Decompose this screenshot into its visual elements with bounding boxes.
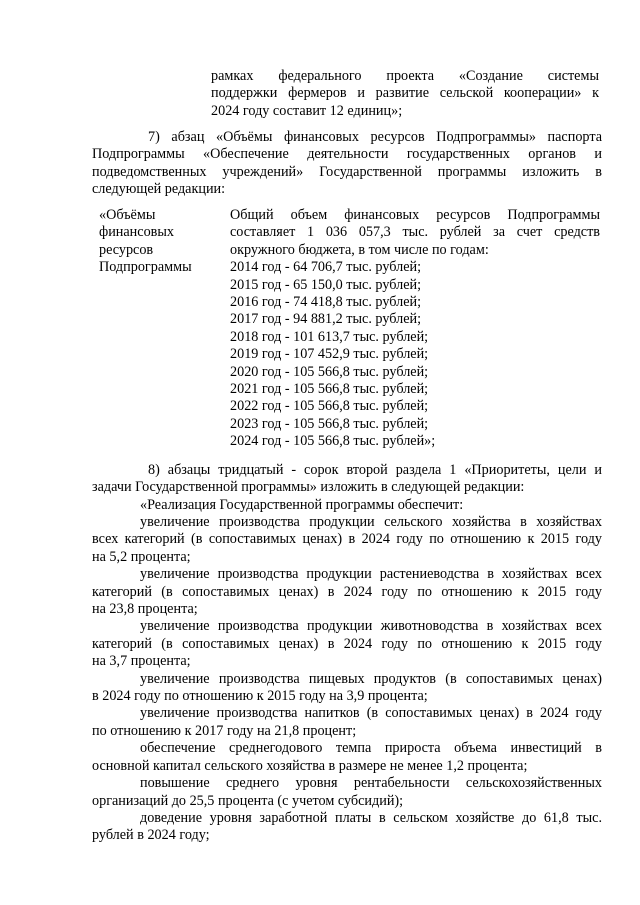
list-item (92, 810, 602, 845)
text-line: на 3,7 процента; (92, 653, 191, 670)
year-line: 2021 год - 105 566,8 тыс. рублей; (230, 381, 429, 398)
text-line: всех категорий (в сопоставимых ценах) в 2024 году по отношению к 2015 году (92, 531, 602, 548)
year-line: 2016 год - 74 418,8 тыс. рублей; (230, 294, 422, 311)
list-item (92, 775, 602, 810)
year-line: 2015 год - 65 150,0 тыс. рублей; (230, 276, 422, 293)
year-line: 2022 год - 105 566,8 тыс. рублей; (230, 398, 429, 415)
text-line: доведение уровня заработной платы в сельском хозяйстве до 61,8 тыс. (140, 809, 602, 826)
list-item (92, 514, 602, 566)
text-line: категорий (в сопоставимых ценах) в 2024 году по отношению к 2015 году (92, 583, 602, 600)
table-label-line: ресурсов (99, 241, 154, 258)
goals-list (92, 514, 602, 845)
text-line: задачи Государственной программы» изложить в следующей редакции: (92, 479, 525, 496)
item-8-paragraph (92, 462, 602, 514)
text-line: рублей в 2024 году; (92, 827, 210, 844)
text-line: Подпрограммы «Обеспечение деятельности государственных органов и (92, 146, 602, 163)
table-intro-line: окружного бюджета, в том числе по годам: (230, 241, 489, 258)
top-fragment (211, 68, 599, 120)
text-line: повышение среднего уровня рентабельности сельскохозяйственных (140, 775, 602, 792)
text-line: увеличение производства пищевых продуктов (в сопоставимых ценах) (140, 670, 602, 687)
text-line: 8) абзацы тридцатый - сорок второй раздела 1 «Приоритеты, цели и (148, 462, 602, 478)
year-line: 2023 год - 105 566,8 тыс. рублей; (230, 415, 429, 432)
table-label-line: «Объёмы (99, 207, 156, 223)
text-line: в 2024 году по отношению к 2015 году на 3,9 процента; (92, 688, 428, 705)
list-item (92, 705, 602, 740)
text-line: следующей редакции: (92, 181, 226, 198)
text-line: на 5,2 процента; (92, 548, 191, 565)
text-line: обеспечение среднегодового темпа прироста объема инвестиций в (140, 740, 602, 757)
list-item (92, 740, 602, 775)
table-intro-line: Общий объем финансовых ресурсов Подпрограммы (230, 207, 600, 223)
text-line: поддержки фермеров и развитие сельской кооперации» к (211, 85, 599, 102)
text-line: 7) абзац «Объёмы финансовых ресурсов Подпрограммы» паспорта (148, 129, 602, 145)
year-line: 2020 год - 105 566,8 тыс. рублей; (230, 363, 429, 380)
table-label-line: Подпрограммы (99, 259, 192, 276)
list-item (92, 671, 602, 706)
text-line: увеличение производства продукции сельского хозяйства в хозяйствах (140, 514, 602, 530)
list-item (92, 618, 602, 670)
text-line: организаций до 25,5 процента (с учетом субсидий); (92, 792, 404, 809)
text-line: на 23,8 процента; (92, 601, 198, 618)
year-line: 2014 год - 64 706,7 тыс. рублей; (230, 259, 422, 276)
text-line: категорий (в сопоставимых ценах) в 2024 году по отношению к 2015 году (92, 635, 602, 652)
item-7-paragraph (92, 129, 602, 199)
table-label-line: финансовых (99, 224, 174, 241)
table-intro-line: составляет 1 036 057,3 тыс. рублей за счет средств (230, 224, 600, 241)
year-line: 2024 год - 105 566,8 тыс. рублей»; (230, 433, 436, 450)
quote-intro: «Реализация Государственной программы обеспечит: (140, 496, 464, 513)
list-item (92, 566, 602, 618)
year-line: 2018 год - 101 613,7 тыс. рублей; (230, 328, 429, 345)
year-line: 2019 год - 107 452,9 тыс. рублей; (230, 346, 429, 363)
year-line: 2017 год - 94 881,2 тыс. рублей; (230, 311, 422, 328)
text-line: увеличение производства продукции животноводства в хозяйствах всех (140, 618, 602, 635)
table-right-column (230, 207, 600, 451)
text-line: по отношению к 2017 году на 21,8 процент; (92, 722, 357, 739)
text-line: увеличение производства продукции растениеводства в хозяйствах всех (140, 566, 602, 583)
text-line: увеличение производства напитков (в сопоставимых ценах) в 2024 году (140, 705, 602, 722)
text-line: рамках федерального проекта «Создание системы (211, 68, 599, 84)
text-line: основной капитал сельского хозяйства в размере не менее 1,2 процента; (92, 757, 528, 774)
text-line: 2024 году составит 12 единиц»; (211, 102, 403, 119)
table-left-column (99, 207, 209, 277)
text-line: подведомственных учреждений» Государственной программы изложить в (92, 163, 602, 180)
